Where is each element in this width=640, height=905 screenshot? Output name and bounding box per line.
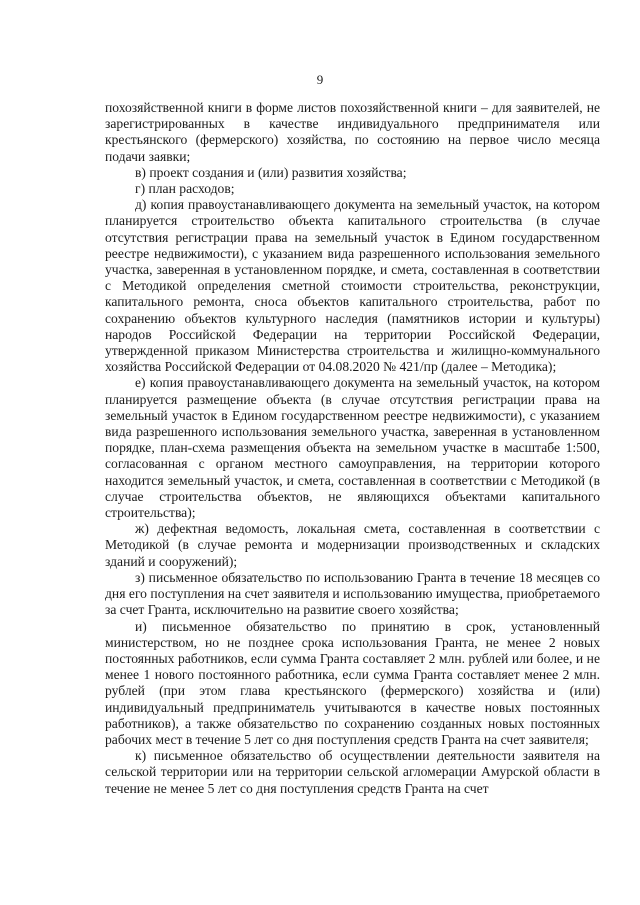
paragraph: д) копия правоустанавливающего документа на земельный участок, на котором планируется строительство объекта капитального строительства (в случае отсутствия регистрации права на земельный участок в Едином государственном реестре недвижимости), с указанием вида разрешенного использования земельного участка, заверенная в установленном порядке, и смета, составленная в соответствии с Методикой определения сметной стоимости строительства, реконструкции, капитального ремонта, сноса объектов капитального строительства, работ по сохранению объектов культурного наследия (памятников истории и культуры) народов Российской Федерации на территории Российской Федерации, утвержденной приказом Министерства строительства и жилищно-коммунального хозяйства Российской Федерации от 04.08.2020 № 421/пр (далее – Методика); bbox=[105, 197, 600, 375]
paragraph: з) письменное обязательство по использованию Гранта в течение 18 месяцев со дня его поступления на счет заявителя и использованию имущества, приобретаемого за счет Гранта, исключительно на развитие своего хозяйства; bbox=[105, 569, 600, 618]
paragraph: похозяйственной книги в форме листов похозяйственной книги – для заявителей, не зарегистрированных в качестве индивидуального предпринимателя или крестьянского (фермерского) хозяйства, по состоянию на первое число месяца подачи заявки; bbox=[105, 100, 600, 164]
paragraph: и) письменное обязательство по принятию в срок, установленный министерством, но не позднее срока использования Гранта, не менее 2 новых постоянных работников, если сумма Гранта составляет 2 млн. рублей или более, и не менее 1 нового постоянного работника, если сумма Гранта составляет менее 2 млн. рублей (при этом глава крестьянского (фермерского) хозяйства и (или) индивидуальный предприниматель учитываются в качестве новых постоянных работников), а также обязательство по сохранению созданных новых постоянных рабочих мест в течение 5 лет со дня поступления средств Гранта на счет заявителя; bbox=[105, 618, 600, 747]
paragraph: г) план расходов; bbox=[135, 181, 235, 197]
paragraph: е) копия правоустанавливающего документа на земельный участок, на котором планируется размещение объекта (в случае отсутствия регистрации права на земельный участок в Едином государственном реестре недвижимости), с указанием вида разрешенного использования земельного участка, заверенная в установленном порядке, план-схема размещения объекта на земельном участке в масштабе 1:500, согласованная с органом местного самоуправления, на территории которого находится земельный участок, и смета, составленная в соответствии с Методикой (в случае строительства объектов, не являющихся объектами капитального строительства); bbox=[105, 375, 600, 521]
paragraph: ж) дефектная ведомость, локальная смета, составленная в соответствии с Методикой (в случае ремонта и модернизации производственных и складских зданий и сооружений); bbox=[105, 521, 600, 569]
paragraph: к) письменное обязательство об осуществлении деятельности заявителя на сельской территории или на территории сельской агломерации Амурской области в течение не менее 5 лет со дня поступления средств Гранта на счет bbox=[105, 748, 600, 796]
paragraph: в) проект создания и (или) развития хозяйства; bbox=[135, 164, 407, 180]
document-body bbox=[105, 100, 600, 797]
page-number: 9 bbox=[316, 72, 324, 87]
